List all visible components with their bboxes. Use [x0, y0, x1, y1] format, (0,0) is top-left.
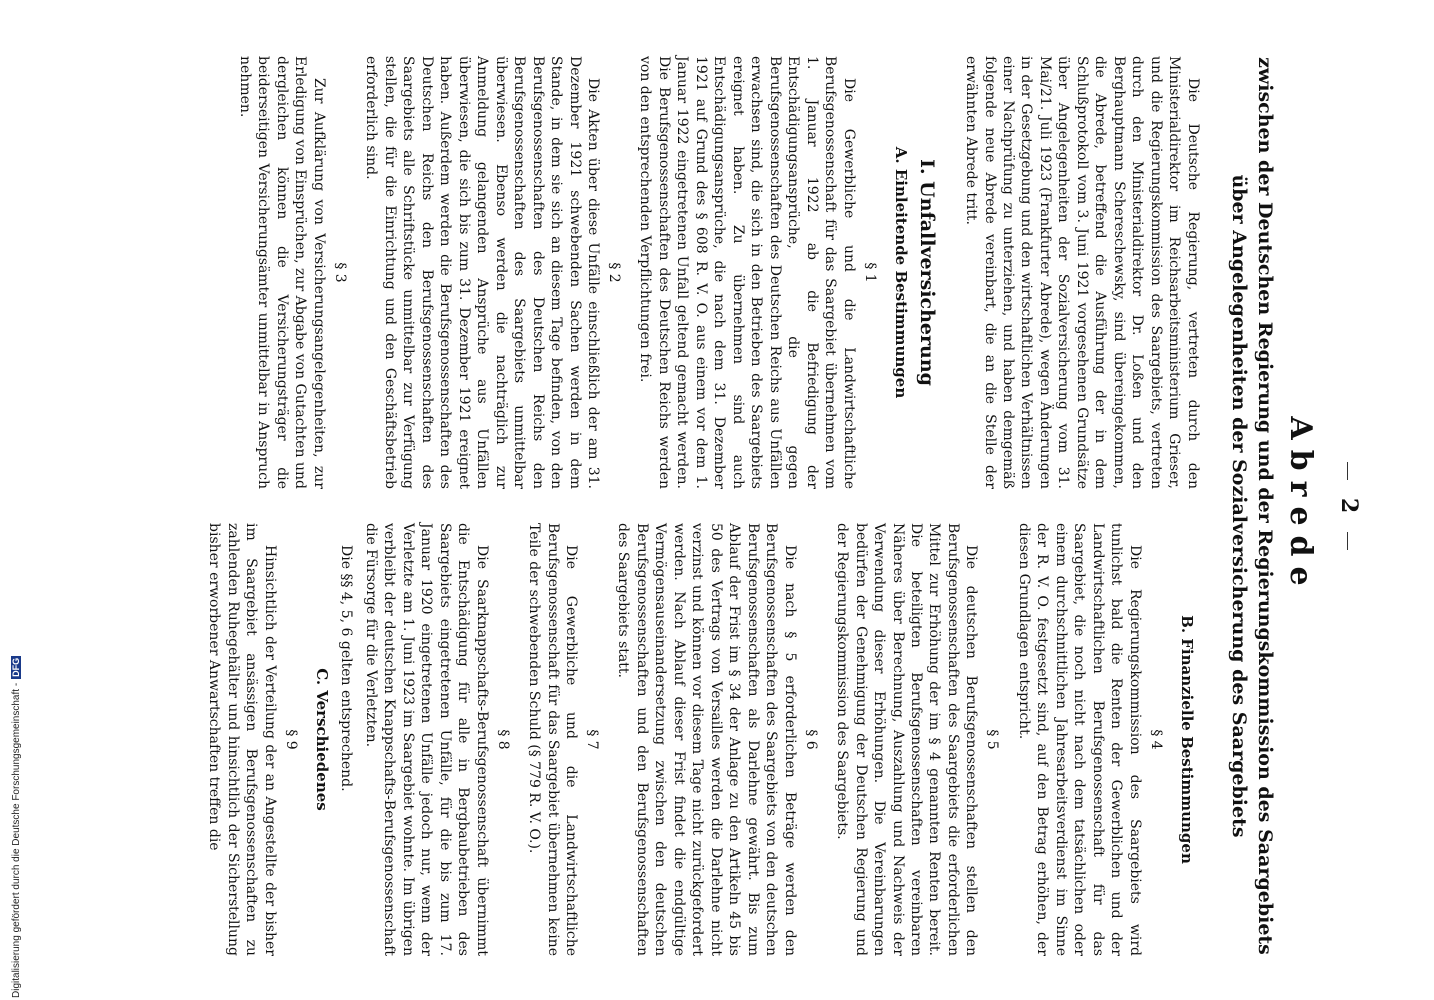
paragraph-text: Die Saarknappschafts-Berufsgenossenschaft übernimmt die Entschädigung für alle in Bergbaubetrieben des Saargebiets eingetretenen Unfälle, für die bis zum 17. Januar 1920 eingetretenen Unfälle jedoch nur, wenn der Verletzte am 1. Juni 1923 im Saargebiet wohnte. Im übrigen verbleibt der deutschen Knappschafts-Berufsgenossenschaft die Fürsorge für die Verletzten.: [362, 523, 490, 956]
subsection-a-title: A. Einleitende Bestimmungen: [891, 146, 910, 399]
paragraph-label: § 2: [606, 262, 622, 283]
subtitle-line-1: zwischen der Deutschen Regierung und der Regierungskommission des Saargebiets: [1254, 57, 1276, 955]
subsection-b-title: B. Finanzielle Bestimmungen: [1177, 615, 1196, 864]
subsection-c-title: C. Verschiedenes: [312, 668, 331, 811]
text-columns: [199, 56, 1202, 956]
subtitle-line-2: über Angelegenheiten der Sozialversicherung des Saargebiets: [1228, 174, 1251, 838]
intro-paragraph: Die Deutsche Regierung, vertreten durch den Ministerialdirektor im Reichsarbeitsministerium Grieser, und die Regierungskommission des Saargebiets, vertreten durch den Ministerialdirektor Dr. Loßen und den Berghauptmann Schereschewsky, sind übereingekommen, die Abrede, betreffend die Ausführung der in dem Schlußprotokoll vom 3. Juni 1921 vorgesehenen Grundsätze über Angelegenheiten der Sozialversicherung vom 31. Mai/21. Juli 1923 (Frankfurter Abrede), wegen Änderungen in der Gesetzgebung und den wirtschaftlichen Verhältnissen einer Nachprüfung zu unterziehen, und haben demgemäß folgende neue Abrede vereinbart, die an die Stelle der erwähnten Abrede tritt.: [963, 56, 1201, 489]
paragraph-text: Die §§ 4, 5, 6 gelten entsprechend.: [338, 545, 355, 792]
paragraph-text: Die nach § 5 erforderlichen Beträge werden den Berufsgenossenschaften des Saargebiets von den deutschen Berufsgenossenschaften als Darlehne gewährt. Bis zum Ablauf der Frist im § 34 der Anlage zu den Artikeln 45 bis 50 des Vertrags von Versailles werden die Darlehne nicht verzinst und können vor diesem Tage nicht zurückgefordert werden. Nach Ablauf dieser Frist findet die endgültige Vermögensauseinandersetzung zwischen den deutschen Berufsgenossenschaften und den Berufsgenossenschaften des Saargebiets statt.: [615, 523, 798, 956]
credit-text: Digitalisierung gefördert durch die Deutsche Forschungsgemeinschaft -: [11, 682, 22, 998]
paragraph-label: § 9: [282, 729, 299, 750]
digitization-credit: [6, 598, 26, 998]
paragraph-text: Die Gewerbliche und die Landwirtschaftliche Berufsgenossenschaft für das Saargebiet übernehmen vom 1. Januar 1922 ab die Befriedigung der Entschädigungsansprüche, die gegen Berufsgenossenschaften des Deutschen Reichs aus Unfällen erwachsen sind, die sich in den Betrieben des Saargebiets ereignet haben. Zu übernehmen sind auch Entschädigungsansprüche, die nach dem 31. Dezember 1921 auf Grund des § 608 R. V. O. aus einem vor dem 1. Januar 1922 eingetretenen Unfall geltend gemacht werden. Die Berufsgenossenschaften des Deutschen Reichs werden von den entsprechenden Verpflichtungen frei.: [637, 56, 857, 489]
left-column: [199, 56, 1202, 489]
paragraph-text: Die Regierungskommission des Saargebiets wird tunlichst bald die Renten der Gewerblichen und der Landwirtschaftlichen Berufsgenossenschaft für das Saargebiet, die noch nicht nach dem tatsächlichen oder einem durchschnittlichen Jahresarbeitsverdienst im Sinne der R. V. O. festgesetzt sind, auf den Betrag erhöhen, der diesen Grundlagen entspricht.: [1015, 523, 1143, 956]
paragraph-text: Zur Aufklärung von Versicherungsangelegenheiten, zur Erledigung von Einsprüchen, zur Abgabe von Gutachten und dergleichen können die Versicherungsträger die beiderseitigen Versicherungsämter unmittelbar in Anspruch nehmen.: [237, 56, 327, 489]
document-title: Abrede: [1283, 416, 1318, 596]
paragraph-text: Die Akten über diese Unfälle einschließlich der am 31. Dezember 1921 schwebenden Sachen werden in dem Stande, in dem sie sich an diesem Tage befinden, von den Berufsgenossenschaften des Deutschen Reichs den Berufsgenossenschaften des Saargebiets unmittelbar überwiesen. Ebenso werden die nachträglich zur Anmeldung gelangenden Ansprüche aus Unfällen überwiesen, die sich bis zum 31. Dezember 1921 ereignet haben. Außerdem werden die Berufsgenossenschaften des Deutschen Reichs den Berufsgenossenschaften des Saargebiets alle Schriftstücke unmittelbar zur Verfügung stellen, die für die Einrichtung und den Geschäftsbetrieb erforderlich sind.: [363, 56, 601, 489]
paragraph-text: Die deutschen Berufsgenossenschaften stellen den Berufsgenossenschaften des Saargebiets die erforderlichen Mittel zur Erhöhung der im § 4 genannten Renten bereit. Die beteiligten Berufsgenossenschaften vereinbaren Näheres über Berechnung, Auszahlung und Nachweis der Verwendung dieser Erhöhungen. Die Vereinbarungen bedürfen der Genehmigung der Deutschen Regierung und der Regierungskommission des Saargebiets.: [834, 523, 980, 956]
right-column: [199, 523, 1202, 956]
page-number: 2: [1336, 56, 1362, 956]
paragraph-label: § 1: [861, 262, 878, 283]
paragraph-label: § 4: [1147, 729, 1164, 750]
paragraph-label: § 7: [584, 729, 600, 750]
paragraph-text: Die Gewerbliche und die Landwirtschaftliche Berufsgenossenschaft für das Saargebiet übernehmen keine Teile der schwebenden Schuld (§ 779 R. V. O.).: [526, 523, 579, 956]
paragraph-label: § 8: [494, 729, 511, 750]
section-title: I. Unfallversicherung: [915, 159, 938, 386]
paragraph-label: § 5: [984, 729, 1001, 750]
paragraph-text: Hinsichtlich der Verteilung der an Angestellte der bisher im Saargebiet ansässigen Berufsgenossenschaften zu zahlenden Ruhegehälter und hinsichtlich der Sicherstellung bisher erworbener Anwartschaften treffen die: [206, 523, 278, 956]
paragraph-label: § 3: [331, 262, 348, 283]
dfg-logo: DFG: [11, 657, 21, 677]
document-subtitle: [1226, 56, 1277, 956]
paragraph-label: § 6: [802, 729, 819, 750]
